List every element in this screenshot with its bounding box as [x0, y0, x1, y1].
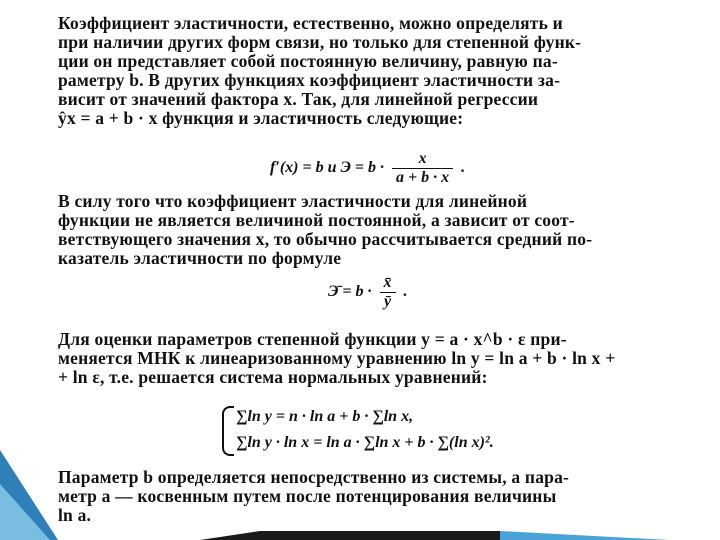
- system-equation-2: ∑ln y · ln x = ln a · ∑ln x + b · ∑(ln x)².: [236, 434, 494, 451]
- system-equation-1: ∑ln y = n · ln a + b · ∑ln x,: [236, 408, 414, 425]
- formula-end: .: [461, 159, 466, 177]
- text-line: функции не является величиной постоянной, а зависит от соот-: [58, 210, 575, 230]
- text-line: меняется МНК к линеаризованному уравнению ln y = ln a + b · ln x +: [58, 348, 616, 368]
- text-line: висит от значений фактора x. Так, для линейной регрессии: [58, 89, 539, 109]
- text-line: ции он представляет собой постоянную величину, равную па-: [58, 51, 558, 71]
- paragraph-parameter-b: [58, 468, 668, 525]
- paragraph-average-elasticity: [58, 192, 668, 268]
- formula-left: f′(x) = b и Э = b ·: [270, 159, 385, 177]
- paragraph-power-function: [58, 330, 668, 387]
- formula-end: .: [403, 283, 408, 301]
- text-line: Коэффициент эластичности, естественно, можно определять и: [58, 13, 563, 33]
- text-line: + ln ε, т.е. решается система нормальных уравнений:: [58, 367, 488, 387]
- text-line: при наличии других форм связи, но только для степенной функ-: [58, 32, 582, 52]
- text-line: ln a.: [58, 505, 92, 525]
- paragraph-elasticity-intro: [58, 14, 668, 128]
- document-page: [58, 14, 678, 534]
- text-line: В силу того что коэффициент эластичности для линейной: [58, 191, 528, 211]
- formula-left: Э̄ = b ·: [328, 283, 372, 301]
- system-brace: [222, 406, 234, 456]
- formula-average-elasticity: [328, 274, 408, 311]
- fraction-denominator: ȳ: [383, 293, 392, 310]
- formula-linear-elasticity: [270, 150, 465, 187]
- text-line: метр a — косвенным путем после потенцирования величины: [58, 486, 557, 506]
- fraction: [380, 274, 396, 311]
- text-line: Для оценки параметров степенной функции y = a · x^b · ε при-: [58, 329, 567, 349]
- text-line: ветствующего значения x, то обычно рассчитывается средний по-: [58, 229, 593, 249]
- text-line: казатель эластичности по формуле: [58, 248, 342, 268]
- text-line: Параметр b определяется непосредственно из системы, а пара-: [58, 467, 570, 487]
- text-line: ŷx = a + b · x функция и эластичность следующие:: [58, 108, 464, 128]
- fraction: [392, 150, 453, 187]
- text-line: раметру b. В других функциях коэффициент эластичности за-: [58, 70, 561, 90]
- fraction-denominator: a + b · x: [396, 169, 450, 186]
- fraction-numerator: x: [392, 150, 453, 169]
- fraction-numerator: x̄: [380, 274, 396, 293]
